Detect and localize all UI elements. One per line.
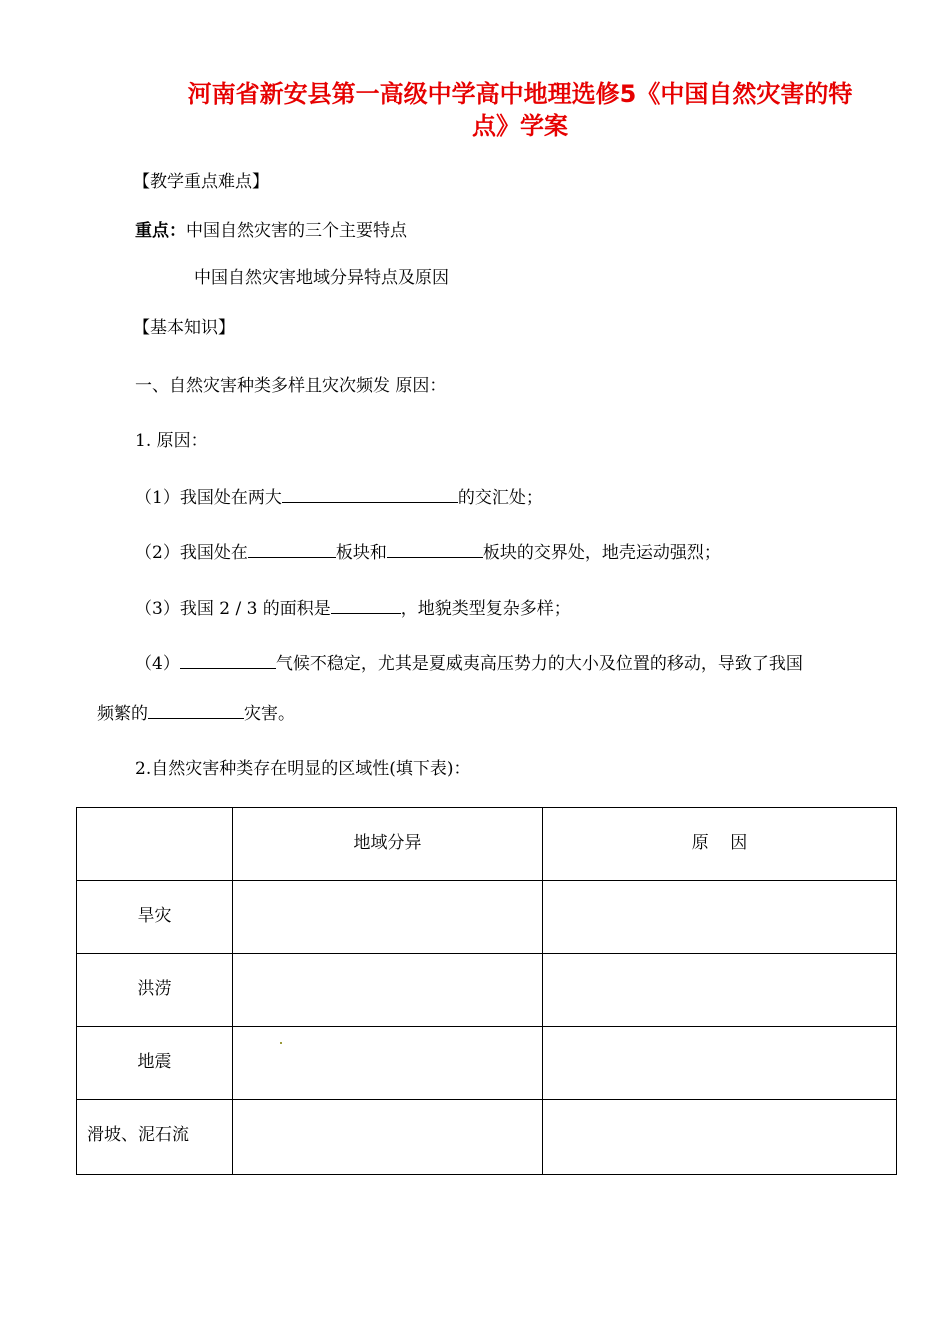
- title-line-1: 河南省新安县第一高级中学高中地理选修5《中国自然灾害的特: [187, 80, 853, 108]
- row-label-text: 洪涝: [137, 979, 172, 999]
- row-label-flood: [77, 954, 233, 1027]
- reason-2-text-c: 板块的交界处，地壳运动强烈；: [482, 543, 721, 563]
- reason-2-text-b: 板块和: [335, 543, 387, 563]
- blank-field-5[interactable]: [180, 650, 276, 669]
- item-one-heading: 一、自然灾害种类多样且灾次频发 原因：: [135, 376, 447, 396]
- row-label-text: 地震: [137, 1052, 172, 1072]
- table-row: [77, 881, 897, 954]
- reason-4-continued: [97, 700, 295, 726]
- cell-drought-reason[interactable]: [543, 881, 897, 954]
- reason-1-text-b: 的交汇处；: [457, 488, 543, 508]
- cell-flood-reason[interactable]: [543, 954, 897, 1027]
- reason-1: [135, 484, 543, 510]
- row-label-landslide: [77, 1100, 233, 1175]
- reason-header-text: 原 因: [691, 833, 748, 853]
- reason-3: [135, 595, 571, 621]
- row-label-text: 旱灾: [137, 906, 172, 926]
- table-row: [77, 954, 897, 1027]
- cell-landslide-reason[interactable]: [543, 1100, 897, 1175]
- disaster-table: [76, 807, 897, 1175]
- table-header-row: [77, 808, 897, 881]
- reason-4-text-d: 灾害。: [244, 704, 295, 724]
- reason-1-text-a: （1）我国处在两大: [135, 488, 282, 508]
- table-header-reason: [543, 808, 897, 881]
- key-points-line: [135, 219, 407, 243]
- table-row: [77, 1100, 897, 1175]
- reason-4: [135, 650, 803, 676]
- table-row: [77, 1027, 897, 1100]
- blank-field-2[interactable]: [248, 539, 336, 558]
- blank-field-4[interactable]: [331, 595, 401, 614]
- section-basic-knowledge: 【基本知识】: [133, 318, 235, 338]
- blank-field-6[interactable]: [148, 700, 244, 719]
- stray-dot-mark: [280, 1042, 282, 1044]
- reason-2-text-a: （2）我国处在: [135, 543, 248, 563]
- reason-3-text-b: ，地貌类型复杂多样；: [400, 599, 571, 619]
- row-label-drought: [77, 881, 233, 954]
- reason-3-text-a: （3）我国 2 / 3 的面积是: [135, 599, 331, 619]
- table-header-regional-difference: 地域分异: [233, 808, 543, 881]
- row-label-text: 滑坡、泥石流: [87, 1125, 189, 1145]
- item-two-heading: 2.自然灾害种类存在明显的区域性(填下表)：: [135, 759, 471, 779]
- cell-earthquake-reason[interactable]: [543, 1027, 897, 1100]
- reason-4-text-b: 气候不稳定，尤其是夏威夷高压势力的大小及位置的移动，导致了我国: [275, 654, 803, 674]
- cell-landslide-regional[interactable]: [233, 1100, 543, 1175]
- table-header-empty: [77, 808, 233, 881]
- blank-field-1[interactable]: [282, 484, 458, 503]
- blank-field-3[interactable]: [387, 539, 483, 558]
- key-point-2: 中国自然灾害地域分异特点及原因: [194, 268, 449, 288]
- reason-2: [135, 539, 721, 565]
- cell-earthquake-regional[interactable]: [233, 1027, 543, 1100]
- reason-heading: 1. 原因：: [135, 431, 208, 451]
- reason-4-text-c: 频繁的: [97, 704, 148, 724]
- row-label-earthquake: [77, 1027, 233, 1100]
- cell-flood-regional[interactable]: [233, 954, 543, 1027]
- title-line-2: 点》学案: [472, 112, 568, 140]
- document-title: [150, 78, 890, 142]
- section-key-points: 【教学重点难点】: [133, 172, 269, 192]
- key-point-1: 中国自然灾害的三个主要特点: [186, 221, 407, 241]
- reason-4-text-a: （4）: [135, 654, 180, 674]
- cell-drought-regional[interactable]: [233, 881, 543, 954]
- key-label: 重点：: [135, 221, 186, 241]
